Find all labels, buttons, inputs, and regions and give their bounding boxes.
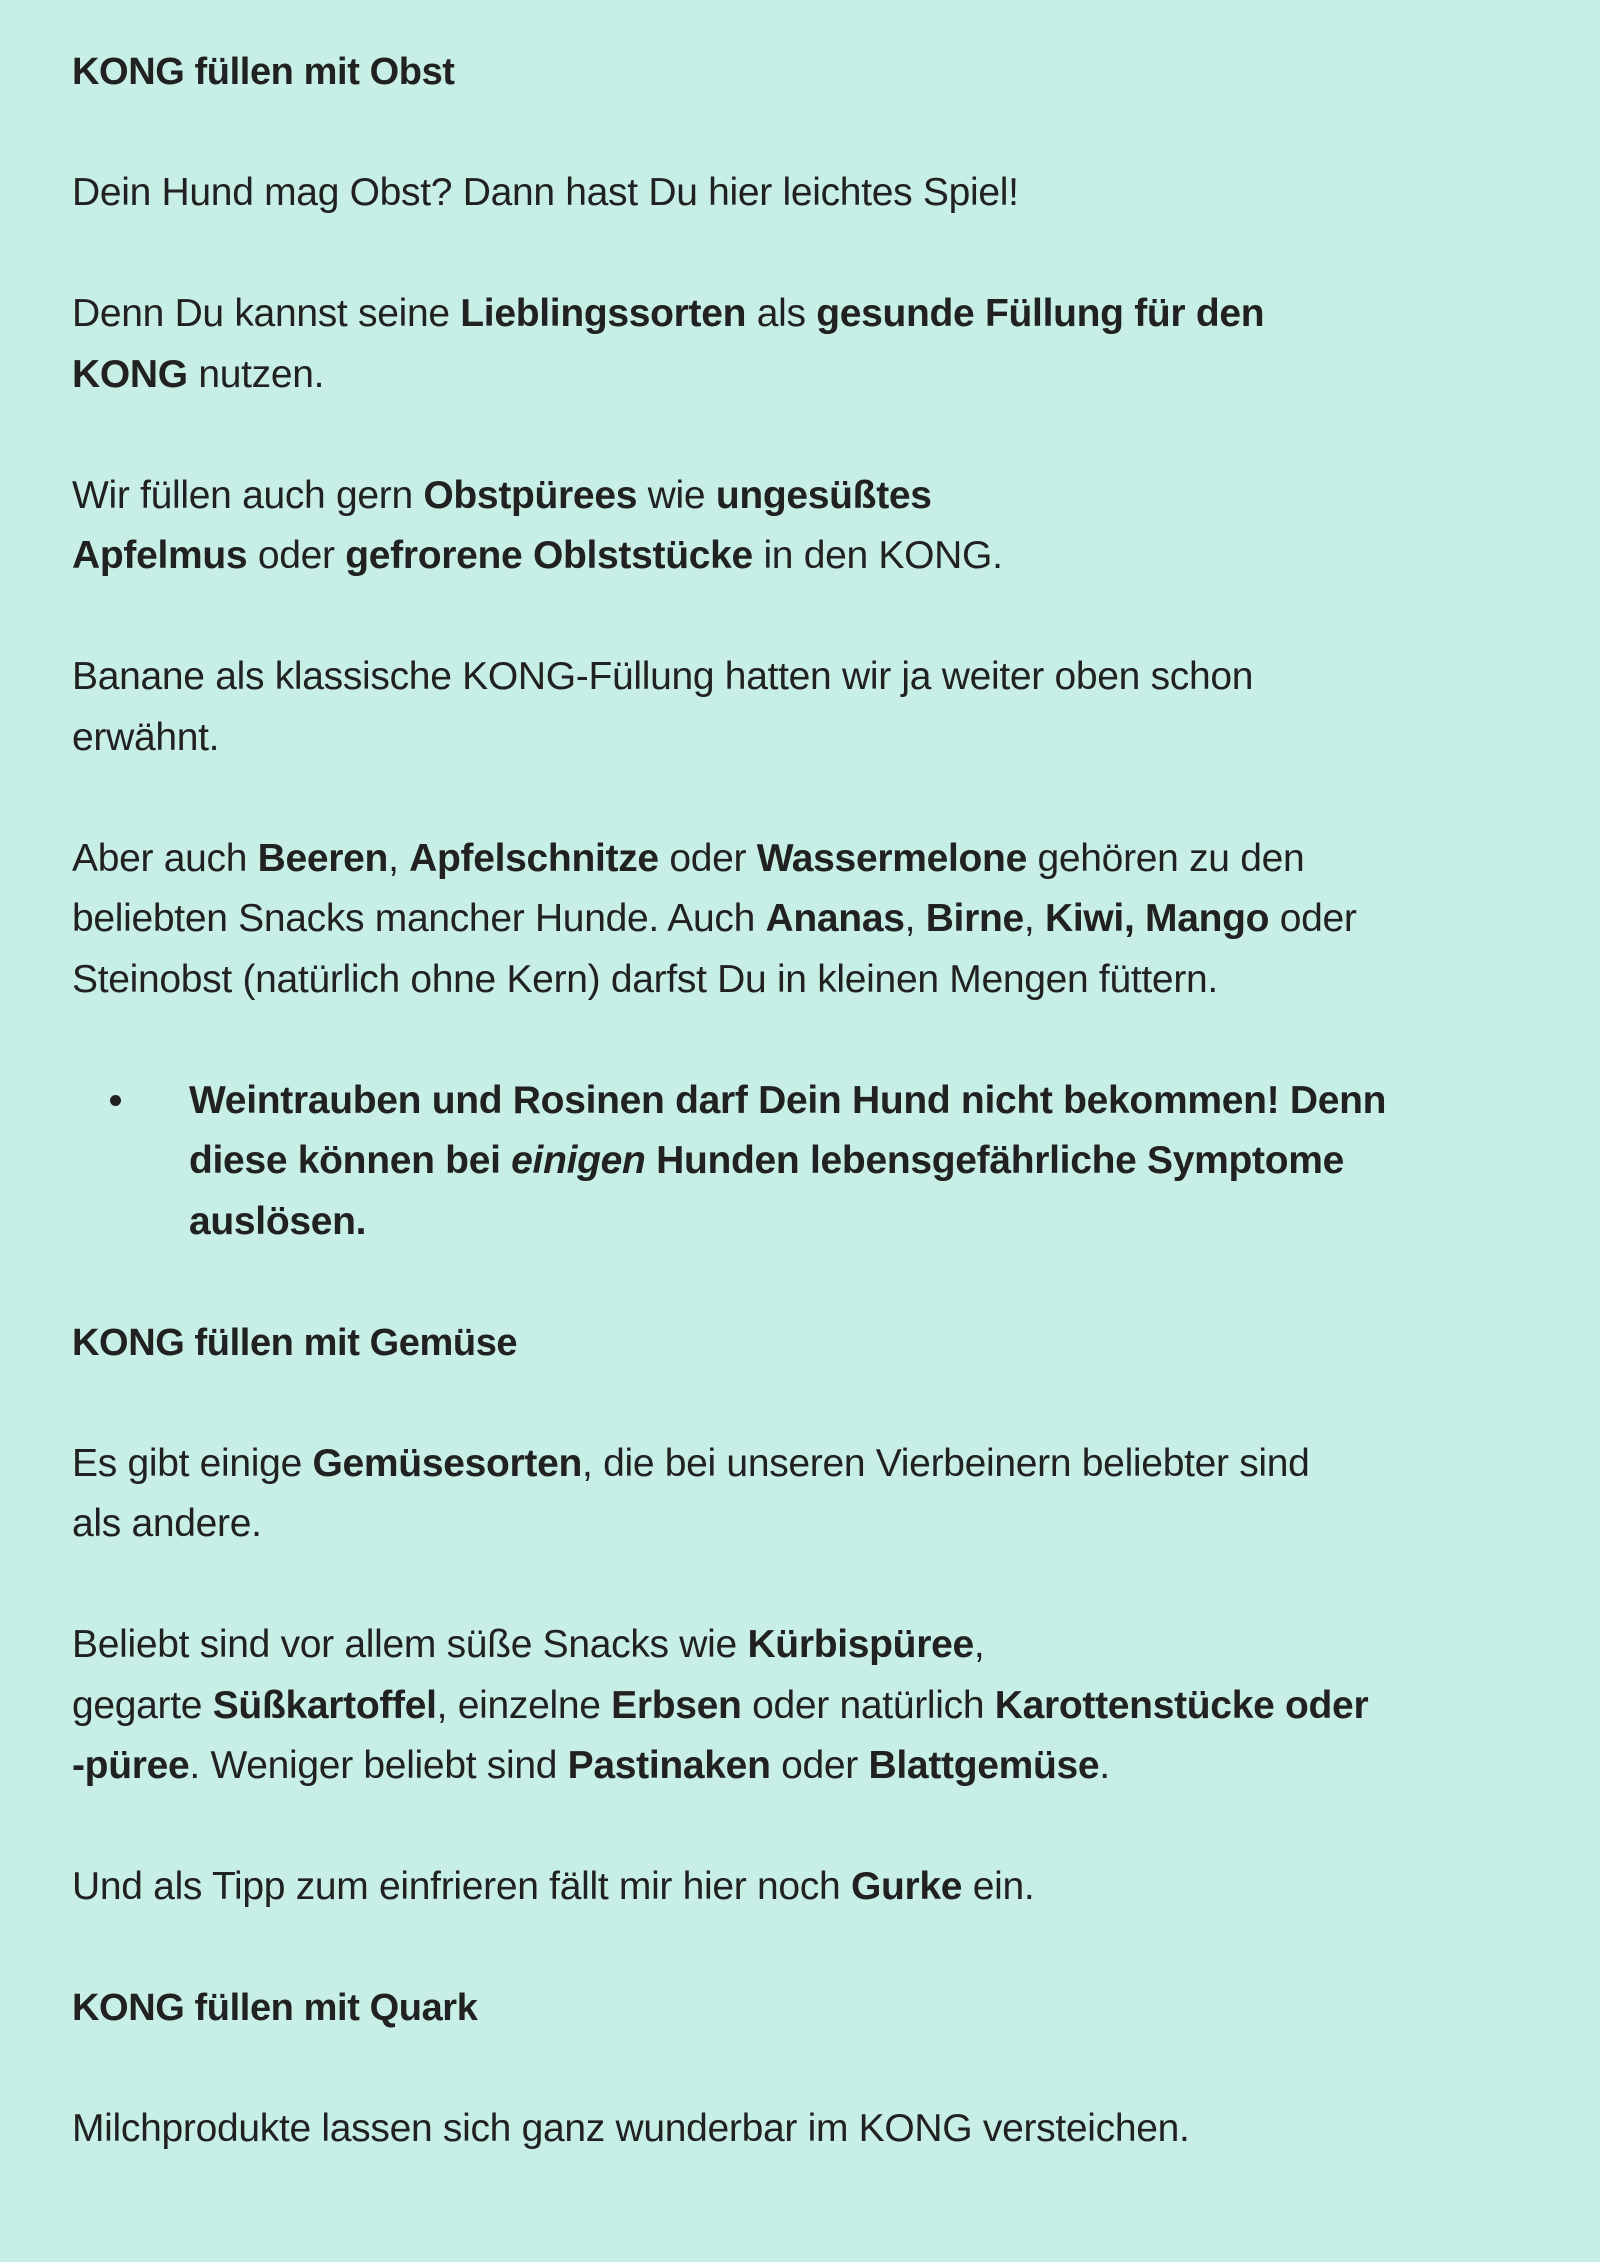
bold-text: ungesüßtes <box>715 473 932 517</box>
text-line <box>189 1131 1532 1192</box>
text-line <box>72 1736 1532 1797</box>
text-run: in den KONG. <box>752 534 1003 577</box>
text-run: oder <box>1269 897 1357 940</box>
bold-text: Beeren <box>257 836 389 880</box>
bold-text: Pastinaken <box>567 1744 771 1787</box>
text-run: als <box>746 292 817 335</box>
text-line <box>72 466 1532 527</box>
bold-text: Gemüsesorten <box>312 1441 582 1485</box>
section-heading <box>72 1978 1532 2039</box>
section-heading <box>72 1313 1532 1374</box>
text-run: , <box>388 836 410 880</box>
text-line <box>189 1192 1532 1253</box>
text-line <box>72 284 1532 345</box>
paragraph <box>72 1857 1532 1918</box>
text-line <box>72 708 1532 769</box>
emphasis-text: einigen <box>511 1139 646 1182</box>
text-run: Denn Du kannst seine <box>72 292 461 335</box>
warning-bullet-item <box>72 1071 1532 1253</box>
bold-text: Apfelmus <box>72 534 248 577</box>
text-run: , die bei unseren Vierbeinern beliebter sind <box>582 1441 1310 1485</box>
bold-text: KONG füllen mit Gemüse <box>72 1321 518 1364</box>
bold-text: Birne <box>925 897 1024 940</box>
text-run: Und als Tipp zum einfrieren fällt mir hier noch <box>72 1865 851 1908</box>
paragraph <box>72 1434 1532 1555</box>
text-run: gegarte <box>72 1683 213 1727</box>
bold-text: Erbsen <box>611 1683 742 1727</box>
bold-text: Apfelschnitze <box>409 836 659 880</box>
bold-text: auslösen. <box>189 1199 367 1243</box>
bold-text: Obstpürees <box>423 473 638 517</box>
text-line <box>72 950 1532 1011</box>
text-line <box>72 345 1532 406</box>
text-run: Dein Hund mag Obst? Dann hast Du hier leichtes Spiel! <box>72 171 1019 214</box>
text-line <box>72 1978 1532 2039</box>
bold-text: Karottenstücke oder <box>994 1683 1369 1727</box>
paragraph <box>72 1615 1532 1797</box>
paragraph <box>72 163 1532 224</box>
bold-text: Weintrauben und Rosinen darf Dein Hund nicht bekommen! Denn <box>189 1078 1387 1122</box>
text-line <box>72 1494 1532 1555</box>
paragraph <box>72 466 1532 587</box>
bold-text: -püree <box>72 1744 190 1787</box>
paragraph <box>72 647 1532 768</box>
text-line <box>72 1434 1532 1495</box>
bold-text: KONG füllen mit Quark <box>72 1987 478 2029</box>
bold-text: KONG füllen mit Obst <box>72 51 455 93</box>
text-run: , einzelne <box>436 1683 612 1727</box>
text-run: , <box>1023 897 1045 940</box>
text-run: Es gibt einige <box>72 1441 313 1485</box>
text-run: Banane als klassische KONG-Füllung hatten wir ja weiter oben schon <box>72 655 1254 698</box>
bold-text: Lieblingssorten <box>460 292 747 335</box>
text-run: oder <box>247 534 346 577</box>
bold-text: Gurke <box>850 1865 963 1908</box>
bullet-icon <box>110 1095 121 1106</box>
text-run: nutzen. <box>187 352 325 396</box>
text-run: oder <box>658 836 757 880</box>
bold-text: Süßkartoffel <box>212 1683 437 1727</box>
text-line <box>72 647 1532 708</box>
paragraph <box>72 284 1532 405</box>
text-line <box>72 526 1532 587</box>
text-run: , <box>973 1623 985 1666</box>
text-line <box>72 889 1532 950</box>
text-run: , <box>904 897 926 940</box>
text-run: oder <box>770 1744 869 1787</box>
text-line <box>72 42 1532 103</box>
bold-text: Kürbispüree <box>747 1623 974 1666</box>
text-line <box>189 1071 1532 1132</box>
text-run: Milchprodukte lassen sich ganz wunderbar im KONG versteichen. <box>72 2107 1190 2150</box>
text-run: beliebten Snacks mancher Hunde. Auch <box>72 897 766 940</box>
bold-text: Wassermelone <box>756 836 1027 880</box>
bold-text: gesunde Füllung für den <box>816 292 1265 335</box>
text-run: . Weniger beliebt sind <box>189 1744 568 1787</box>
text-line <box>72 829 1532 890</box>
text-run: Wir füllen auch gern <box>72 473 424 517</box>
text-run: Steinobst (natürlich ohne Kern) darfst Du in kleinen Mengen füttern. <box>72 957 1218 1001</box>
text-line <box>72 1313 1532 1374</box>
paragraph <box>72 2099 1532 2160</box>
text-line <box>72 163 1532 224</box>
bold-text: Hunden lebensgefährliche Symptome <box>645 1139 1345 1182</box>
bold-text: KONG <box>72 352 188 396</box>
bold-text: Ananas <box>765 897 905 940</box>
text-run: ein. <box>962 1865 1035 1908</box>
text-run: oder natürlich <box>741 1683 995 1727</box>
bold-text: gefrorene Oblststücke <box>345 534 753 577</box>
text-line <box>72 1857 1532 1918</box>
text-run: gehören zu den <box>1026 836 1305 880</box>
section-heading <box>72 42 1532 103</box>
text-run: Beliebt sind vor allem süße Snacks wie <box>72 1623 748 1666</box>
text-line <box>72 1676 1532 1737</box>
text-run: . <box>1099 1744 1110 1787</box>
text-run: wie <box>637 473 716 517</box>
bold-text: Blattgemüse <box>868 1744 1100 1787</box>
text-line <box>72 2099 1532 2160</box>
paragraph <box>72 829 1532 1011</box>
bold-text: diese können bei <box>189 1139 512 1182</box>
text-line <box>72 1615 1532 1676</box>
text-run: Aber auch <box>72 836 258 880</box>
text-run: erwähnt. <box>72 715 220 759</box>
text-run: als andere. <box>72 1502 262 1545</box>
bold-text: Kiwi, Mango <box>1044 897 1270 940</box>
